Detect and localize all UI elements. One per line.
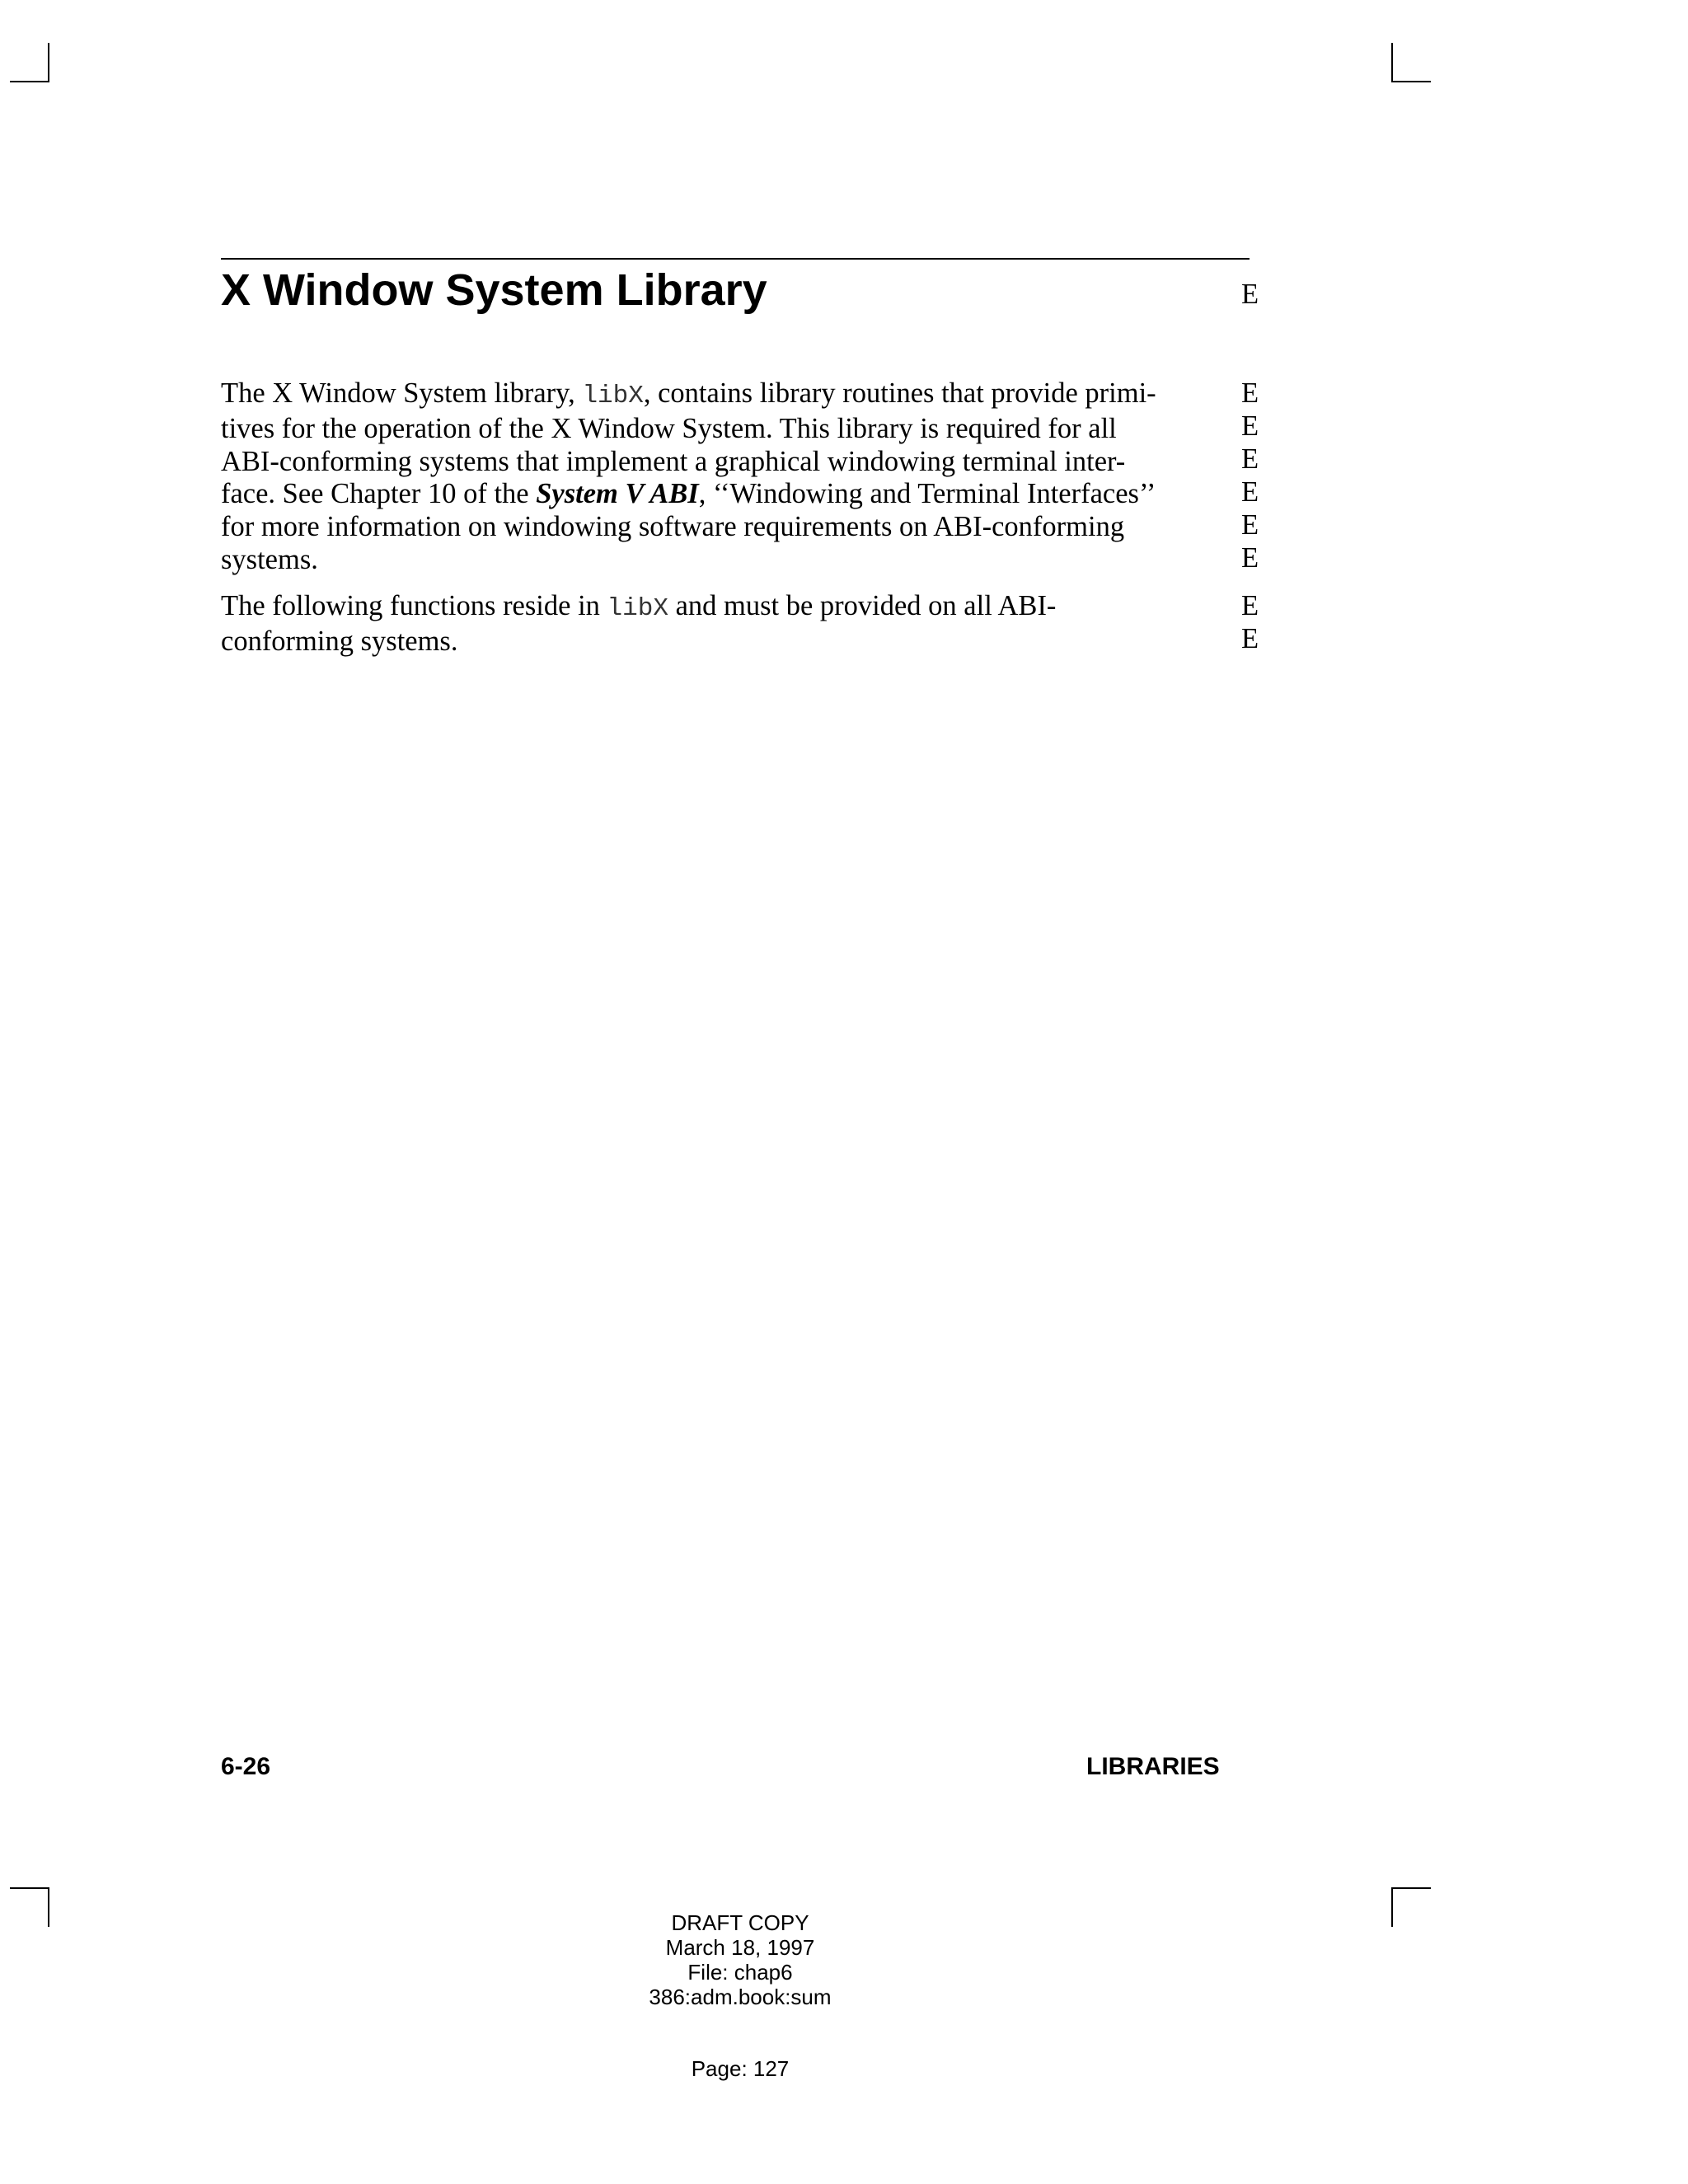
text-line: ABI-conforming systems that implement a graphical windowing terminal inter-	[221, 445, 1126, 477]
text-line: tives for the operation of the X Window System. This library is required for all	[221, 412, 1117, 444]
crop-mark-top-right-v	[1391, 43, 1393, 82]
crop-mark-bottom-right-h	[1391, 1887, 1431, 1889]
crop-mark-bottom-left-h	[10, 1887, 49, 1889]
footer-page-ref: 6-26	[221, 1753, 271, 1780]
change-mark: E	[1241, 623, 1259, 654]
code-libx: libX	[607, 594, 668, 623]
draft-file: File: chap6	[687, 1960, 793, 1985]
change-mark: E	[1241, 377, 1259, 409]
change-mark: E	[1241, 410, 1259, 442]
text-line: for more information on windowing software requirements on ABI-conforming	[221, 511, 1125, 543]
change-mark: E	[1241, 509, 1259, 541]
crop-mark-bottom-left-v	[48, 1887, 49, 1927]
citation-title: System V ABI	[536, 478, 699, 510]
text-line: systems.	[221, 543, 318, 575]
crop-mark-top-left-h	[10, 81, 49, 82]
change-mark: E	[1241, 590, 1259, 621]
draft-stamp	[560, 1910, 920, 2009]
draft-label: DRAFT COPY	[671, 1910, 809, 1935]
crop-mark-top-left-v	[48, 43, 49, 82]
crop-mark-top-right-h	[1391, 81, 1431, 82]
code-libx: libX	[582, 382, 644, 410]
text-line: conforming systems.	[221, 625, 458, 657]
crop-mark-bottom-right-v	[1391, 1887, 1393, 1927]
footer-chapter: LIBRARIES	[1086, 1753, 1220, 1780]
paragraph-intro	[221, 377, 1251, 577]
change-mark: E	[1241, 279, 1259, 310]
text-line: The following functions reside in libX and must be provided on all ABI-	[221, 590, 1057, 623]
paragraph-functions	[221, 590, 1251, 658]
change-mark: E	[1241, 443, 1259, 475]
draft-page-number: Page: 127	[691, 2056, 790, 2081]
text-line: face. See Chapter 10 of the System V ABI, ‘‘Windowing and Terminal Interfaces’’	[221, 478, 1156, 510]
draft-date: March 18, 1997	[665, 1935, 815, 1960]
change-mark: E	[1241, 542, 1259, 574]
draft-book: 386:adm.book:sum	[649, 1985, 832, 2009]
section-rule	[221, 258, 1250, 260]
change-mark: E	[1241, 476, 1259, 508]
text-line: The X Window System library, libX, contains library routines that provide primi-	[221, 377, 1156, 410]
section-title: X Window System Library	[221, 265, 767, 315]
